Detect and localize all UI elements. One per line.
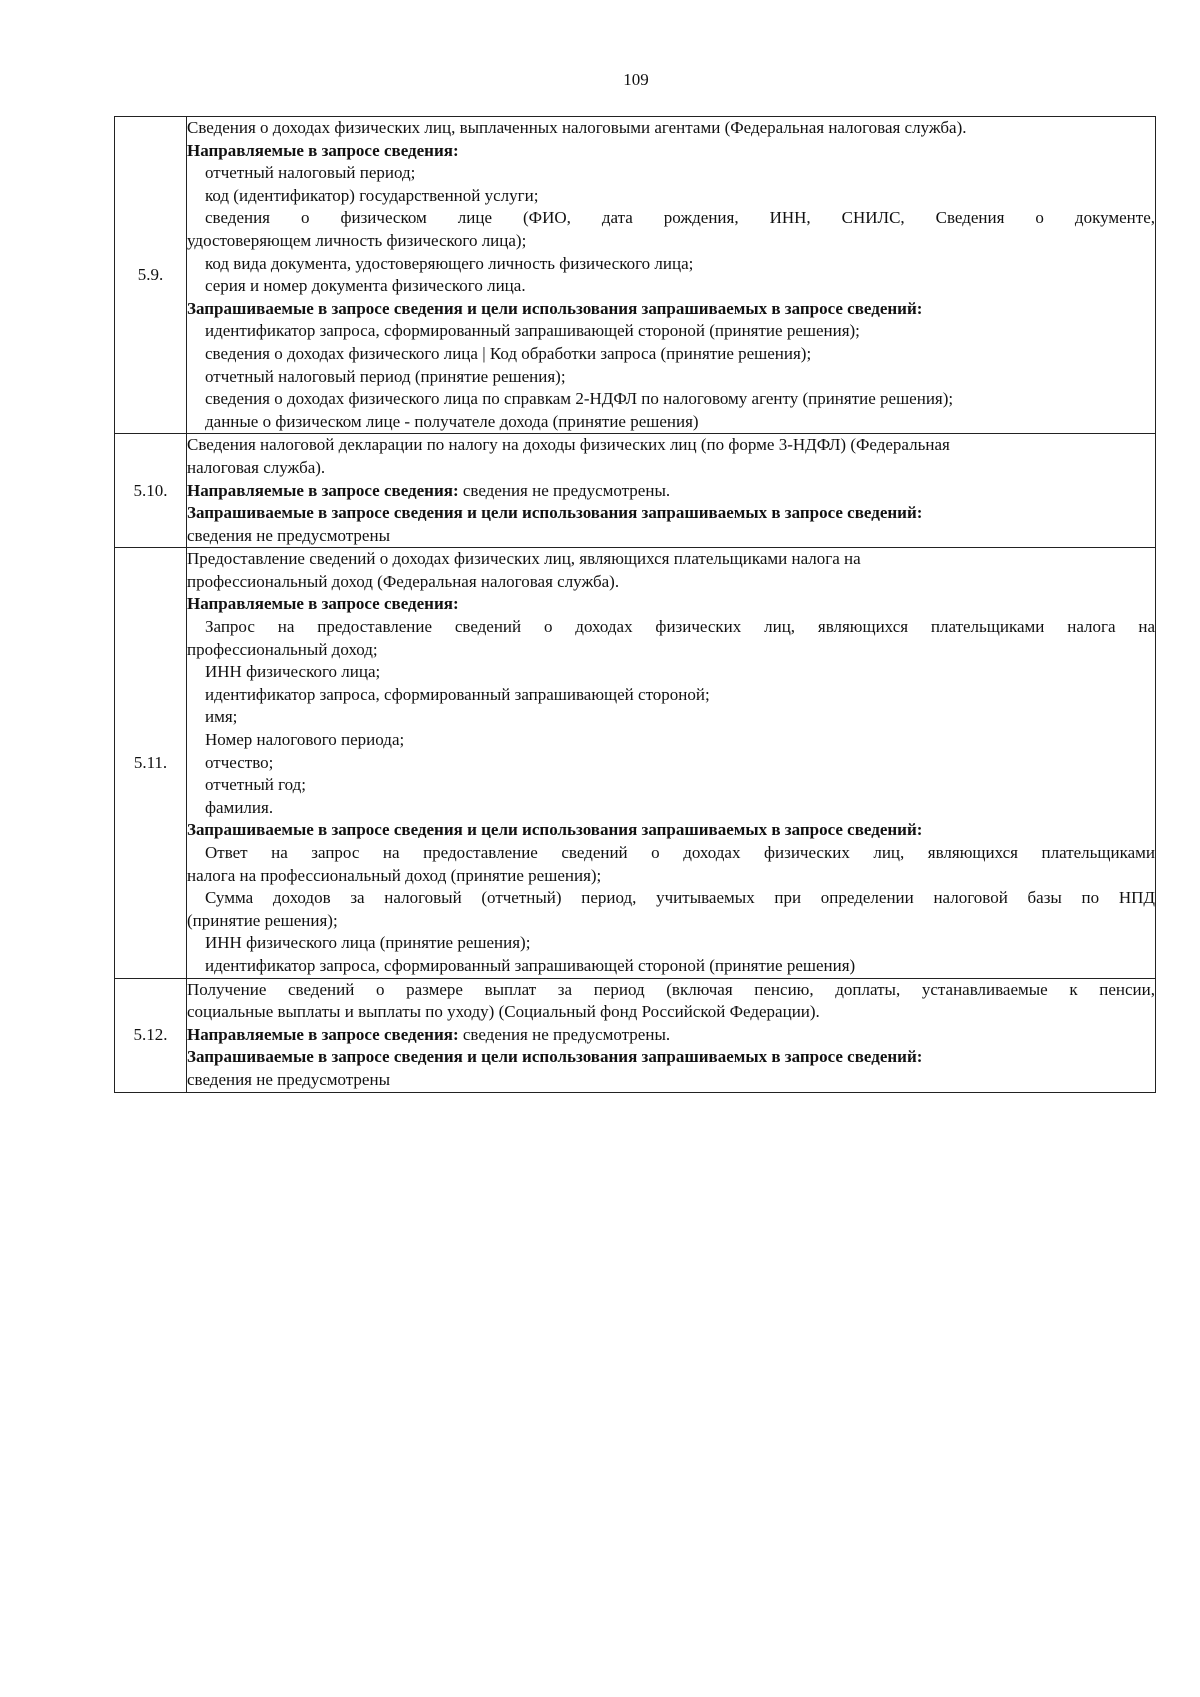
content-line: идентификатор запроса, сформированный запрашивающей стороной (принятие решения);	[205, 321, 860, 341]
table-row	[115, 548, 1156, 978]
content-line: Сведения о доходах физических лиц, выплаченных налоговыми агентами (Федеральная налоговая служба).	[187, 118, 967, 137]
content-line	[187, 1024, 1155, 1047]
table-body	[115, 117, 1156, 1093]
content-line: сведения о физическом лице (ФИО, дата рождения, ИНН, СНИЛС, Сведения о документе,	[205, 208, 1155, 228]
table-row	[115, 434, 1156, 548]
content-line: Запрос на предоставление сведений о доходах физических лиц, являющихся плательщиками налога на	[205, 617, 1155, 637]
content-line: идентификатор запроса, сформированный запрашивающей стороной (принятие решения)	[205, 955, 856, 975]
content-line: фамилия.	[205, 797, 274, 817]
content-line: Номер налогового периода;	[205, 730, 405, 750]
content-line: профессиональный доход (Федеральная налоговая служба).	[187, 571, 620, 591]
row-content	[187, 434, 1156, 548]
section-heading: Запрашиваемые в запросе сведения и цели использования запрашиваемых в запросе сведений:	[187, 503, 923, 523]
row-number: 5.9.	[115, 117, 187, 434]
section-heading: Запрашиваемые в запросе сведения и цели использования запрашиваемых в запросе сведений:	[187, 820, 923, 840]
requirements-table	[114, 116, 1156, 1093]
content-line: налога на профессиональный доход (принятие решения);	[187, 865, 602, 885]
row-content	[187, 978, 1156, 1092]
content-line: отчетный год;	[205, 775, 307, 795]
content-line: идентификатор запроса, сформированный запрашивающей стороной;	[205, 684, 710, 704]
content-line: (принятие решения);	[187, 910, 338, 930]
section-heading: Направляемые в запросе сведения:	[187, 140, 459, 160]
content-line: профессиональный доход;	[187, 639, 378, 659]
content-line	[187, 480, 1155, 503]
row-number: 5.10.	[115, 434, 187, 548]
content-line: серия и номер документа физического лица.	[205, 276, 526, 296]
content-line: Получение сведений о размере выплат за период (включая пенсию, доплаты, устанавливаемые к пенсии,	[187, 979, 1155, 999]
content-line: налоговая служба).	[187, 457, 326, 477]
section-heading: Направляемые в запросе сведения:	[187, 1024, 459, 1044]
content-line: социальные выплаты и выплаты по уходу) (Социальный фонд Российской Федерации).	[187, 1002, 820, 1022]
content-line: имя;	[205, 707, 238, 727]
table-row	[115, 978, 1156, 1092]
content-line: Предоставление сведений о доходах физических лиц, являющихся плательщиками налога на	[187, 549, 861, 569]
content-line: ИНН физического лица (принятие решения);	[205, 933, 531, 953]
content-line: ИНН физического лица;	[205, 662, 381, 682]
content-line: код вида документа, удостоверяющего личность физического лица;	[205, 253, 694, 273]
row-number: 5.12.	[115, 978, 187, 1092]
row-content	[187, 548, 1156, 978]
table-row	[115, 117, 1156, 434]
content-line: отчетный налоговый период;	[205, 163, 416, 183]
content-line: код (идентификатор) государственной услуги;	[205, 185, 539, 205]
content-line: сведения о доходах физического лица | Код обработки запроса (принятие решения);	[205, 343, 812, 363]
section-heading: Запрашиваемые в запросе сведения и цели использования запрашиваемых в запросе сведений:	[187, 298, 923, 318]
section-heading: Направляемые в запросе сведения:	[187, 594, 459, 614]
content-line: отчество;	[205, 752, 274, 772]
content-line: удостоверяющем личность физического лица);	[187, 230, 527, 250]
row-content	[187, 117, 1156, 434]
content-line: сведения не предусмотрены	[187, 525, 390, 545]
content-text: сведения не предусмотрены.	[458, 480, 671, 500]
row-number: 5.11.	[115, 548, 187, 978]
content-line: Сведения налоговой декларации по налогу на доходы физических лиц (по форме 3-НДФЛ) (Федеральная	[187, 435, 950, 455]
content-line: отчетный налоговый период (принятие решения);	[205, 366, 566, 386]
content-line: сведения не предусмотрены	[187, 1069, 390, 1089]
section-heading: Запрашиваемые в запросе сведения и цели использования запрашиваемых в запросе сведений:	[187, 1047, 923, 1067]
page-number: 109	[623, 70, 649, 89]
content-line: сведения о доходах физического лица по справкам 2-НДФЛ по налоговому агенту (принятие решения);	[205, 389, 954, 409]
content-line: Сумма доходов за налоговый (отчетный) период, учитываемых при определении налоговой базы по НПД	[205, 888, 1155, 908]
content-text: сведения не предусмотрены.	[458, 1024, 671, 1044]
content-line: Ответ на запрос на предоставление сведений о доходах физических лиц, являющихся плательщиками	[205, 843, 1155, 862]
content-line: данные о физическом лице - получателе дохода (принятие решения)	[205, 411, 699, 431]
section-heading: Направляемые в запросе сведения:	[187, 480, 459, 500]
